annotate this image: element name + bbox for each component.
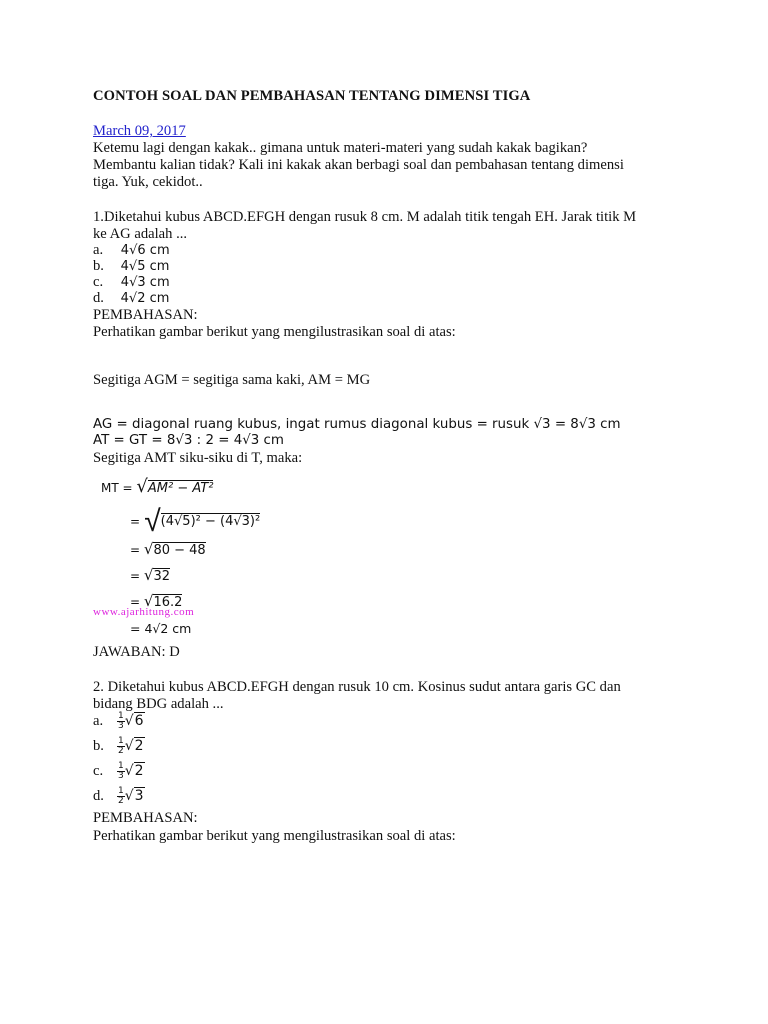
intro-line-2: Membantu kalian tidak? Kali ini kakak akan berbagi soal dan pembahasan tentang dimensi [93, 157, 624, 173]
step-4: = √32 [130, 566, 170, 584]
q1-option-b [93, 258, 169, 275]
q1-perhatikan: Perhatikan gambar berikut yang mengilustrasikan soal di atas: [93, 324, 456, 340]
option-letter: a. [93, 242, 104, 258]
option-letter: d. [93, 788, 104, 804]
option-value: 4√5 cm [120, 259, 170, 274]
q1-amt-line: Segitiga AMT siku-siku di T, maka: [93, 450, 303, 466]
option-letter: d. [93, 290, 104, 306]
option-value: 4√2 cm [120, 291, 170, 306]
q1-jawaban: JAWABAN: D [93, 644, 180, 660]
step-3: = √80 − 48 [130, 540, 206, 558]
watermark-text: www.ajarhitung.com [93, 606, 195, 618]
q1-option-d [93, 290, 169, 307]
q2-pembahasan-label: PEMBAHASAN: [93, 810, 198, 826]
intro-line-1: Ketemu lagi dengan kakak.. gimana untuk materi-materi yang sudah kakak bagikan? [93, 140, 588, 156]
option-value: 4√6 cm [120, 243, 170, 258]
step-6: = 4√2 cm [130, 621, 192, 636]
q1-line-2: ke AG adalah ... [93, 226, 188, 242]
q1-at-line: AT = GT = 8√3 : 2 = 4√3 cm [93, 433, 284, 448]
q1-line-1: 1.Diketahui kubus ABCD.EFGH dengan rusuk 8 cm. M adalah titik tengah EH. Jarak titik M [93, 209, 637, 225]
q1-segitiga-line: Segitiga AGM = segitiga sama kaki, AM = MG [93, 372, 371, 388]
q2-perhatikan: Perhatikan gambar berikut yang mengilustrasikan soal di atas: [93, 828, 456, 844]
option-letter: a. [93, 713, 104, 729]
q2-option-a: a. $\frac{1}{3}$ √6 [93, 711, 144, 731]
q2-line-1: 2. Diketahui kubus ABCD.EFGH dengan rusuk 10 cm. Kosinus sudut antara garis GC dan [93, 679, 621, 695]
step-mt: MT = √AM² − AT² [101, 476, 214, 497]
option-fraction: $\frac{1}{2}$ [118, 786, 124, 806]
q1-ag-line: AG = diagonal ruang kubus, ingat rumus diagonal kubus = rusuk √3 = 8√3 cm [93, 417, 621, 432]
q1-option-a [93, 242, 170, 259]
q2-option-b: b. $\frac{1}{2}$ √2 [93, 736, 144, 756]
option-letter: b. [93, 738, 104, 754]
q2-option-c: c. $\frac{1}{3}$ √2 [93, 761, 144, 781]
option-fraction: $\frac{1}{3}$ [118, 761, 124, 781]
page-title: CONTOH SOAL DAN PEMBAHASAN TENTANG DIMENSI TIGA [93, 88, 531, 104]
option-letter: c. [93, 274, 104, 290]
q1-option-c [93, 274, 170, 291]
option-letter: b. [93, 258, 104, 274]
option-fraction: $\frac{1}{2}$ [118, 736, 124, 756]
option-fraction: $\frac{1}{3}$ [118, 711, 124, 731]
step-5: = √16.2 [130, 592, 183, 610]
option-letter: c. [93, 763, 104, 779]
q1-pembahasan-label: PEMBAHASAN: [93, 307, 198, 323]
intro-line-3: tiga. Yuk, cekidot.. [93, 174, 203, 190]
q2-option-d: d. $\frac{1}{2}$ √3 [93, 786, 144, 806]
q2-line-2: bidang BDG adalah ... [93, 696, 224, 712]
step-2: = √(4√5)² − (4√3)² [130, 504, 261, 539]
post-date-link[interactable]: March 09, 2017 [93, 123, 186, 139]
option-value: 4√3 cm [120, 275, 170, 290]
